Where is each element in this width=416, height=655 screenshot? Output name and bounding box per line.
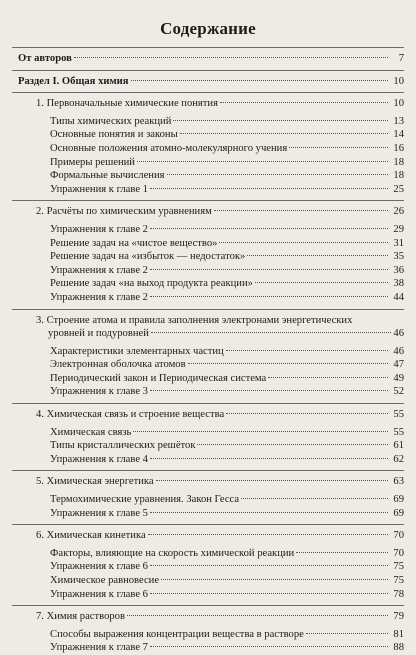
toc-subentry[interactable]: Упражнения к главе 1 25 bbox=[50, 183, 404, 195]
toc-entry-chapter-4[interactable]: 4. Химическая связь и строение вещества 55 bbox=[36, 409, 404, 421]
toc-entry-authors[interactable]: От авторов 7 bbox=[18, 53, 404, 64]
toc-subentry[interactable]: Факторы, влияющие на скорость химической реакции 70 bbox=[50, 547, 404, 559]
toc-subentry[interactable]: Упражнения к главе 2 29 bbox=[50, 223, 404, 235]
toc-entry-chapter-6[interactable]: 6. Химическая кинетика 70 bbox=[36, 530, 404, 542]
toc-subentry[interactable]: Способы выражения концентрации вещества в растворе 81 bbox=[50, 628, 404, 640]
toc-subentry[interactable]: Упражнения к главе 3 52 bbox=[50, 386, 404, 398]
toc-subentry[interactable]: Упражнения к главе 7 88 bbox=[50, 642, 404, 654]
toc-subentry[interactable]: Типы химических реакций 13 bbox=[50, 115, 404, 127]
toc-subentry[interactable]: Термохимические уравнения. Закон Гесса 69 bbox=[50, 494, 404, 506]
toc-subentry[interactable]: Периодический закон и Периодическая система 49 bbox=[50, 372, 404, 384]
toc-subentry[interactable]: Упражнения к главе 5 69 bbox=[50, 507, 404, 519]
toc-subentry[interactable]: Основные понятия и законы 14 bbox=[50, 129, 404, 141]
toc-entry-chapter-5[interactable]: 5. Химическая энергетика 63 bbox=[36, 476, 404, 488]
toc-subentry[interactable]: Характеристики элементарных частиц 46 bbox=[50, 345, 404, 357]
toc-subentry[interactable]: Формальные вычисления 18 bbox=[50, 170, 404, 182]
toc-entry-chapter-7[interactable]: 7. Химия растворов 79 bbox=[36, 611, 404, 623]
page-title: Содержание bbox=[160, 19, 256, 38]
toc-subentry[interactable]: Упражнения к главе 6 75 bbox=[50, 561, 404, 573]
toc-subentry[interactable]: Упражнения к главе 2 44 bbox=[50, 291, 404, 303]
table-of-contents bbox=[0, 47, 416, 655]
toc-subentry[interactable]: Химическое равновесие 75 bbox=[50, 575, 404, 586]
toc-subentry[interactable]: Химическая связь 55 bbox=[50, 426, 404, 438]
toc-subentry[interactable]: Упражнения к главе 2 36 bbox=[50, 264, 404, 276]
toc-entry-section-1[interactable]: Раздел I. Общая химия 10 bbox=[18, 75, 404, 87]
toc-entry-chapter-2[interactable]: 2. Расчёты по химическим уравнениям 26 bbox=[36, 206, 404, 218]
toc-subentry[interactable]: Решение задач на «чистое вещество» 31 bbox=[50, 237, 404, 249]
toc-subentry[interactable]: Решение задач «на выход продукта реакции» 38 bbox=[50, 278, 404, 290]
toc-subentry[interactable]: Упражнения к главе 6 78 bbox=[50, 588, 404, 600]
toc-subentry[interactable]: Электронная оболочка атомов 47 bbox=[50, 359, 404, 371]
toc-subentry[interactable]: Упражнения к главе 4 62 bbox=[50, 453, 404, 465]
toc-entry-chapter-1[interactable]: 1. Первоначальные химические понятия 10 bbox=[36, 98, 404, 110]
toc-subentry[interactable]: Типы кристаллических решёток 61 bbox=[50, 440, 404, 452]
toc-subentry[interactable]: Основные положения атомно-молекулярного учения 16 bbox=[50, 142, 404, 154]
toc-subentry[interactable]: Решение задач на «избыток — недостаток» 35 bbox=[50, 251, 404, 263]
toc-entry-chapter-3[interactable]: 3. Строение атома и правила заполнения электронами энергетических уровней и подуровней 46 bbox=[36, 314, 404, 340]
toc-subentry[interactable]: Примеры решений 18 bbox=[50, 156, 404, 168]
